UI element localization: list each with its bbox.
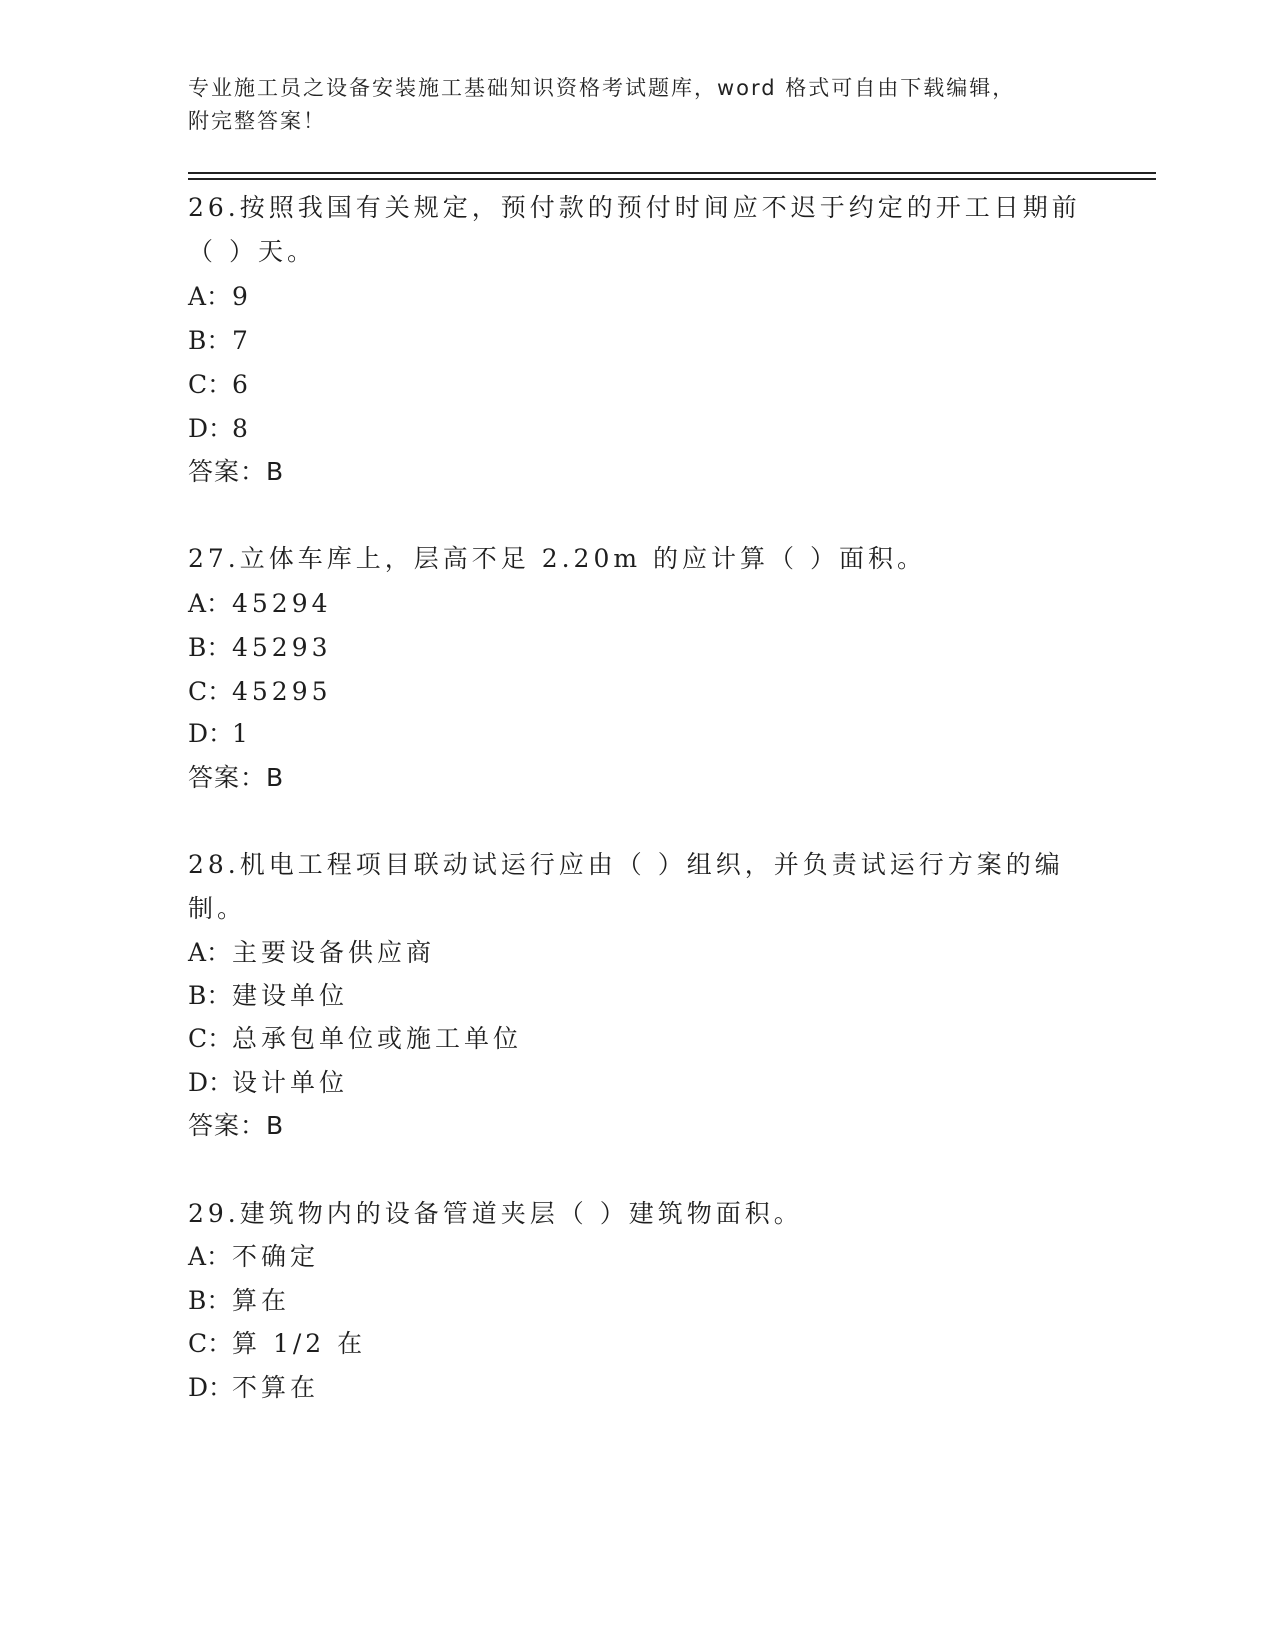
option-text: 45295 (232, 677, 332, 706)
question-27-option-d (188, 718, 252, 750)
question-29-option-a (188, 1241, 319, 1273)
option-text: 1 (232, 719, 252, 748)
option-text: 不算在 (232, 1373, 320, 1402)
question-27-stem: 27.立体车库上，层高不足 2.20m 的应计算（ ）面积。 (188, 544, 926, 573)
option-text: 6 (232, 370, 252, 399)
question-29-option-d (188, 1372, 319, 1404)
question-29-option-c (188, 1328, 366, 1360)
option-text: 7 (232, 326, 252, 355)
option-label: C： (188, 1024, 233, 1053)
question-29-stem: 29.建筑物内的设备管道夹层（ ）建筑物面积。 (188, 1199, 803, 1228)
option-label: B： (188, 633, 232, 662)
question-27-answer: 答案：B (188, 763, 285, 792)
option-label: A： (188, 938, 232, 967)
question-26-answer: 答案：B (188, 457, 285, 486)
question-28-stem-cont: 制。 (188, 894, 247, 923)
option-text: 45294 (232, 589, 332, 618)
header-line-2: 附完整答案！ (188, 109, 326, 133)
question-27-option-c (188, 676, 332, 708)
option-label: A： (188, 1242, 232, 1271)
question-27-option-b (188, 632, 332, 664)
header-line-1: 专业施工员之设备安装施工基础知识资格考试题库，word 格式可自由下载编辑， (188, 76, 1016, 100)
option-label: D： (188, 1373, 234, 1402)
option-label: D： (188, 1068, 234, 1097)
option-text: 设计单位 (232, 1068, 349, 1097)
option-label: A： (188, 282, 232, 311)
question-26-option-a (188, 281, 252, 313)
question-26-stem: 26.按照我国有关规定，预付款的预付时间应不迟于约定的开工日期前 (188, 193, 1081, 222)
option-label: B： (188, 1286, 232, 1315)
option-text: 总承包单位或施工单位 (232, 1024, 523, 1053)
question-28-answer: 答案：B (188, 1111, 285, 1140)
option-label: C： (188, 677, 233, 706)
option-text: 建设单位 (232, 981, 349, 1010)
option-text: 算在 (232, 1286, 291, 1315)
option-text: 主要设备供应商 (232, 938, 436, 967)
question-28-option-a (188, 937, 435, 969)
option-text: 45293 (232, 633, 332, 662)
question-26-option-d (188, 413, 252, 445)
option-text: 不确定 (232, 1242, 320, 1271)
option-label: C： (188, 1329, 233, 1358)
option-label: A： (188, 589, 232, 618)
question-28-stem: 28.机电工程项目联动试运行应由（ ）组织，并负责试运行方案的编 (188, 850, 1064, 879)
option-text: 9 (232, 282, 252, 311)
option-text: 算 1/2 在 (232, 1329, 367, 1358)
option-label: D： (188, 414, 234, 443)
question-26-option-c (188, 369, 252, 401)
option-text: 8 (232, 414, 252, 443)
option-label: B： (188, 981, 232, 1010)
question-28-option-c (188, 1023, 522, 1055)
header-divider-bottom (188, 178, 1156, 180)
question-26-stem-cont: （ ）天。 (188, 237, 316, 266)
option-label: C： (188, 370, 233, 399)
question-29-option-b (188, 1285, 290, 1317)
question-28-option-b (188, 980, 348, 1012)
question-26-option-b (188, 325, 252, 357)
question-28-option-d (188, 1067, 348, 1099)
header-divider-top (188, 172, 1156, 174)
question-27-option-a (188, 588, 332, 620)
option-label: B： (188, 326, 232, 355)
option-label: D： (188, 719, 234, 748)
document-header (188, 72, 1088, 138)
